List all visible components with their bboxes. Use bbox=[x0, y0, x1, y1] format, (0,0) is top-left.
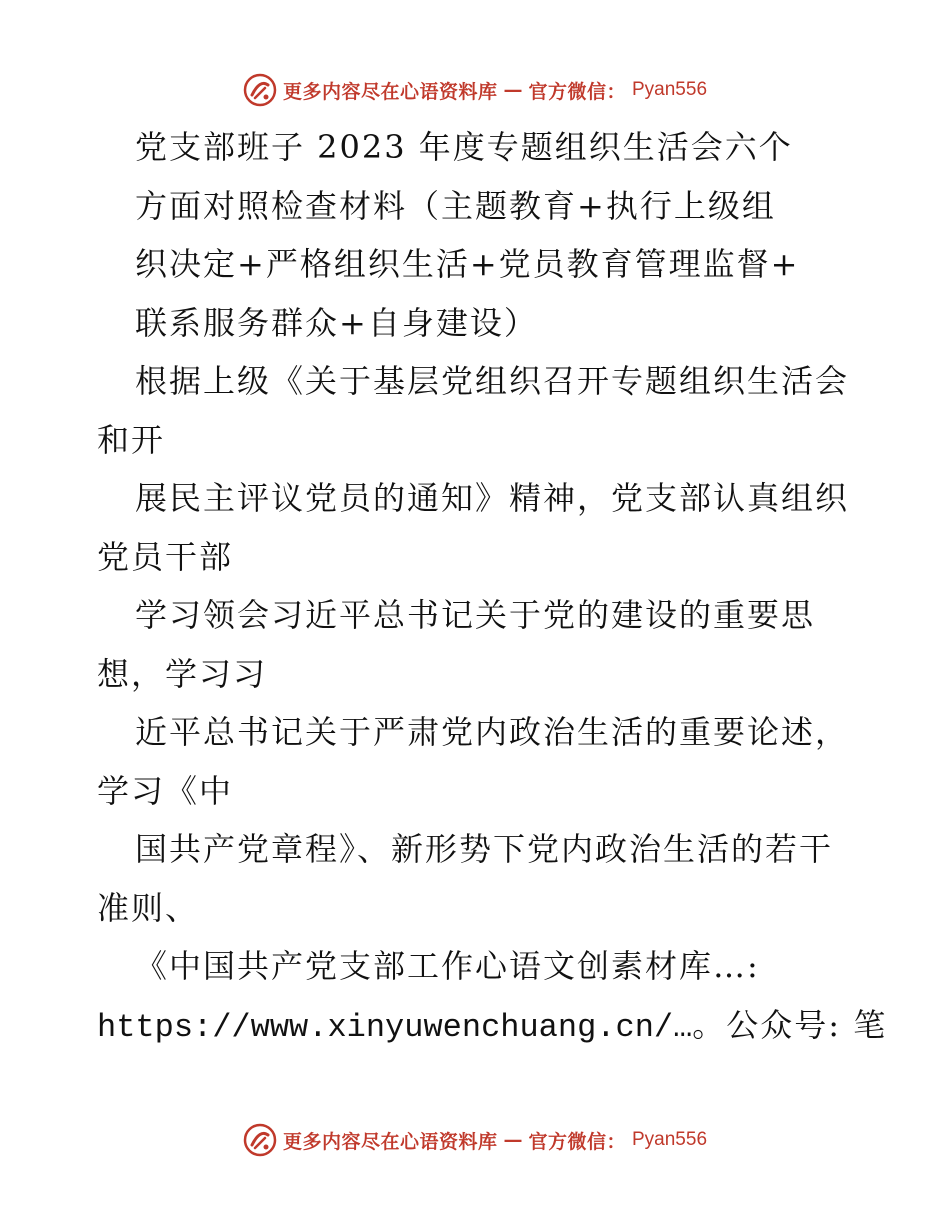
brand-logo-icon bbox=[243, 73, 277, 107]
paragraph-line: 和开 bbox=[97, 420, 166, 459]
watermark-id: Pyan556 bbox=[632, 79, 708, 100]
footer-watermark bbox=[0, 1118, 950, 1162]
url-line bbox=[97, 996, 888, 1055]
brand-logo-icon bbox=[243, 1123, 277, 1157]
document-body bbox=[97, 118, 888, 1054]
paragraph-line: 学习领会习近平总书记关于党的建设的重要思 bbox=[135, 596, 816, 634]
paragraph-line: 想，学习习 bbox=[97, 654, 268, 693]
source-url-link[interactable]: https://www.xinyuwenchuang.cn/… bbox=[97, 1008, 693, 1046]
paragraph-line: 学习《中 bbox=[97, 771, 234, 810]
title-line: 党支部班子 2023 年度专题组织生活会六个 bbox=[135, 128, 793, 166]
url-line-suffix: 。公众号: 笔 bbox=[692, 1005, 888, 1044]
watermark-text: 更多内容尽在心语资料库 bbox=[282, 1130, 498, 1153]
paragraph-line: 近平总书记关于严肃党内政治生活的重要论述， bbox=[135, 713, 850, 751]
watermark-separator: — bbox=[503, 79, 523, 101]
title-line: 联系服务群众+自身建设） bbox=[135, 303, 538, 342]
paragraph-line: 根据上级《关于基层党组织召开专题组织生活会 bbox=[135, 362, 850, 400]
paragraph-line: 准则、 bbox=[97, 888, 200, 927]
watermark-text: 更多内容尽在心语资料库 bbox=[282, 80, 498, 103]
watermark-channel: 官方微信： bbox=[528, 80, 626, 103]
title-line: 方面对照检查材料（主题教育+执行上级组 bbox=[135, 186, 776, 225]
title-line: 织决定+严格组织生活+党员教育管理监督+ bbox=[135, 245, 800, 283]
watermark-id: Pyan556 bbox=[632, 1129, 708, 1150]
header-watermark bbox=[0, 68, 950, 112]
paragraph-line: 展民主评议党员的通知》精神，党支部认真组织 bbox=[135, 479, 850, 517]
paragraph-line: 党员干部 bbox=[97, 537, 234, 576]
paragraph-line: 国共产党章程》、新形势下党内政治生活的若干 bbox=[135, 830, 834, 868]
watermark-separator: — bbox=[503, 1129, 523, 1151]
paragraph-line: 《中国共产党支部工作心语文创素材库…: bbox=[135, 947, 760, 985]
watermark-channel: 官方微信： bbox=[528, 1130, 626, 1153]
